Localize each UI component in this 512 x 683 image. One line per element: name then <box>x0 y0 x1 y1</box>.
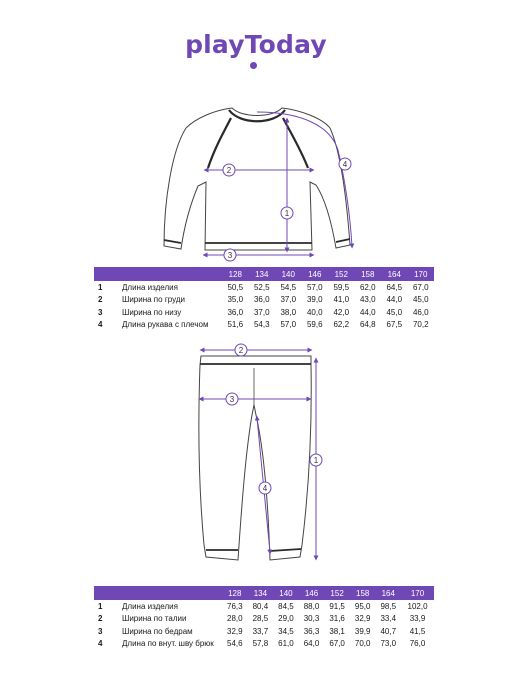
table-cell: 41,0 <box>333 295 350 305</box>
table-cell: 35,0 <box>227 295 244 305</box>
table-row <box>94 294 434 307</box>
row-label: Ширина по бедрам <box>122 626 193 636</box>
row-label: Длина по внут. шву брюк <box>122 639 214 649</box>
size-header: 128 <box>222 586 248 600</box>
table-cell: 44,0 <box>359 307 376 317</box>
svg-text:2: 2 <box>238 346 244 355</box>
size-header: 170 <box>401 586 434 600</box>
row-number: 1 <box>98 282 103 292</box>
table-cell: 32,9 <box>227 626 243 636</box>
size-header: 152 <box>328 267 355 281</box>
table-cell: 40,0 <box>306 307 323 317</box>
size-header-row <box>94 267 434 281</box>
table-cell: 57,8 <box>252 639 269 649</box>
table-cell: 62,2 <box>333 320 350 330</box>
table-cell: 64,8 <box>359 320 376 330</box>
svg-text:4: 4 <box>262 484 268 493</box>
size-header: 140 <box>273 586 299 600</box>
size-header: 158 <box>355 267 382 281</box>
marker-top-2 <box>223 164 235 176</box>
size-header: 164 <box>381 267 408 281</box>
size-header: 134 <box>249 267 276 281</box>
size-header: 158 <box>350 586 376 600</box>
svg-text:3: 3 <box>229 395 235 404</box>
table-cell: 45,0 <box>386 307 403 317</box>
table-cell: 98,5 <box>380 601 397 611</box>
marker-bottom-4 <box>259 482 271 494</box>
table-cell: 36,0 <box>227 307 244 317</box>
table-cell: 91,5 <box>329 601 345 611</box>
table-cell: 64,5 <box>386 282 403 292</box>
size-header: 128 <box>222 267 249 281</box>
table-cell: 51,6 <box>227 320 244 330</box>
table-cell: 45,0 <box>412 295 429 305</box>
table-cell: 33,9 <box>409 614 426 624</box>
row-number: 4 <box>98 320 103 330</box>
table-row <box>94 319 434 332</box>
table-cell: 67,0 <box>329 639 345 649</box>
table-cell: 28,0 <box>227 614 243 624</box>
row-number: 3 <box>98 626 103 636</box>
size-header: 146 <box>302 267 329 281</box>
table-cell: 33,4 <box>380 614 397 624</box>
table-cell: 61,0 <box>278 639 294 649</box>
size-header: 146 <box>299 586 325 600</box>
table-cell: 32,9 <box>354 614 371 624</box>
row-label: Длина рукава с плечом <box>122 320 209 330</box>
table-cell: 54,6 <box>227 639 243 649</box>
table-cell: 39,9 <box>354 626 371 636</box>
row-number: 3 <box>98 307 103 317</box>
sweatshirt-measure-lines <box>205 112 352 255</box>
marker-bottom-3 <box>226 393 238 405</box>
row-label: Длина изделия <box>122 601 178 611</box>
table-cell: 40,7 <box>380 626 397 636</box>
row-number: 2 <box>98 614 103 624</box>
table-cell: 31,6 <box>329 614 345 624</box>
table-row <box>94 306 434 319</box>
table-cell: 80,4 <box>252 601 269 611</box>
table-cell: 67,0 <box>412 282 429 292</box>
svg-text:1: 1 <box>284 209 290 218</box>
table-cell: 67,5 <box>386 320 403 330</box>
table-cell: 59,5 <box>333 282 350 292</box>
table-cell: 43,0 <box>359 295 376 305</box>
sweatshirt-size-table <box>94 267 434 331</box>
header-spacer <box>94 586 222 600</box>
pants-drawing <box>199 356 311 560</box>
table-row <box>94 638 434 651</box>
table-cell: 38,0 <box>280 307 297 317</box>
table-row <box>94 281 434 294</box>
table-cell: 33,7 <box>252 626 269 636</box>
brand-logo: playToday <box>185 30 327 59</box>
table-cell: 95,0 <box>354 601 371 611</box>
table-cell: 44,0 <box>386 295 403 305</box>
size-header: 164 <box>375 586 401 600</box>
pants-size-table <box>94 586 434 650</box>
table-cell: 76,3 <box>227 601 243 611</box>
table-cell: 54,3 <box>253 320 270 330</box>
table-cell: 50,5 <box>227 282 244 292</box>
size-header: 170 <box>408 267 435 281</box>
table-cell: 42,0 <box>333 307 350 317</box>
row-label: Длина изделия <box>122 282 178 292</box>
table-cell: 64,0 <box>303 639 320 649</box>
svg-text:1: 1 <box>313 456 319 465</box>
table-cell: 62,0 <box>359 282 376 292</box>
table-cell: 57,0 <box>280 320 297 330</box>
table-row <box>94 625 434 638</box>
table-cell: 70,0 <box>354 639 371 649</box>
marker-bottom-2 <box>235 344 247 356</box>
svg-text:4: 4 <box>342 160 348 169</box>
row-number: 4 <box>98 639 103 649</box>
table-cell: 39,0 <box>306 295 323 305</box>
table-cell: 84,5 <box>278 601 294 611</box>
marker-bottom-1 <box>310 454 322 466</box>
pants-measure-lines <box>201 350 316 558</box>
table-cell: 52,5 <box>253 282 270 292</box>
table-cell: 36,3 <box>303 626 320 636</box>
table-cell: 37,0 <box>253 307 270 317</box>
table-cell: 37,0 <box>280 295 297 305</box>
table-cell: 29,0 <box>278 614 294 624</box>
svg-text:3: 3 <box>227 251 233 260</box>
table-row <box>94 613 434 626</box>
table-cell: 70,2 <box>412 320 429 330</box>
marker-top-4 <box>339 158 351 170</box>
size-header: 140 <box>275 267 302 281</box>
table-cell: 38,1 <box>329 626 345 636</box>
header-spacer <box>94 267 222 281</box>
row-number: 2 <box>98 295 103 305</box>
table-cell: 102,0 <box>407 601 428 611</box>
table-cell: 88,0 <box>303 601 320 611</box>
row-label: Ширина по низу <box>122 307 182 317</box>
sweatshirt-drawing <box>164 108 350 250</box>
table-row <box>94 600 434 613</box>
table-cell: 76,0 <box>409 639 426 649</box>
table-cell: 73,0 <box>380 639 397 649</box>
row-label: Ширина по талии <box>122 614 187 624</box>
marker-top-1 <box>281 207 293 219</box>
table-cell: 46,0 <box>412 307 429 317</box>
row-label: Ширина по груди <box>122 295 185 305</box>
size-header: 152 <box>324 586 350 600</box>
table-cell: 30,3 <box>303 614 320 624</box>
table-cell: 54,5 <box>280 282 297 292</box>
row-number: 1 <box>98 601 103 611</box>
svg-text:2: 2 <box>226 166 232 175</box>
size-header: 134 <box>248 586 274 600</box>
size-header-row <box>94 586 434 600</box>
table-cell: 41,5 <box>409 626 426 636</box>
table-cell: 28,5 <box>252 614 269 624</box>
table-cell: 36,0 <box>253 295 270 305</box>
marker-top-3 <box>224 249 236 261</box>
table-cell: 59,6 <box>306 320 323 330</box>
table-cell: 34,5 <box>278 626 294 636</box>
table-cell: 57,0 <box>306 282 323 292</box>
